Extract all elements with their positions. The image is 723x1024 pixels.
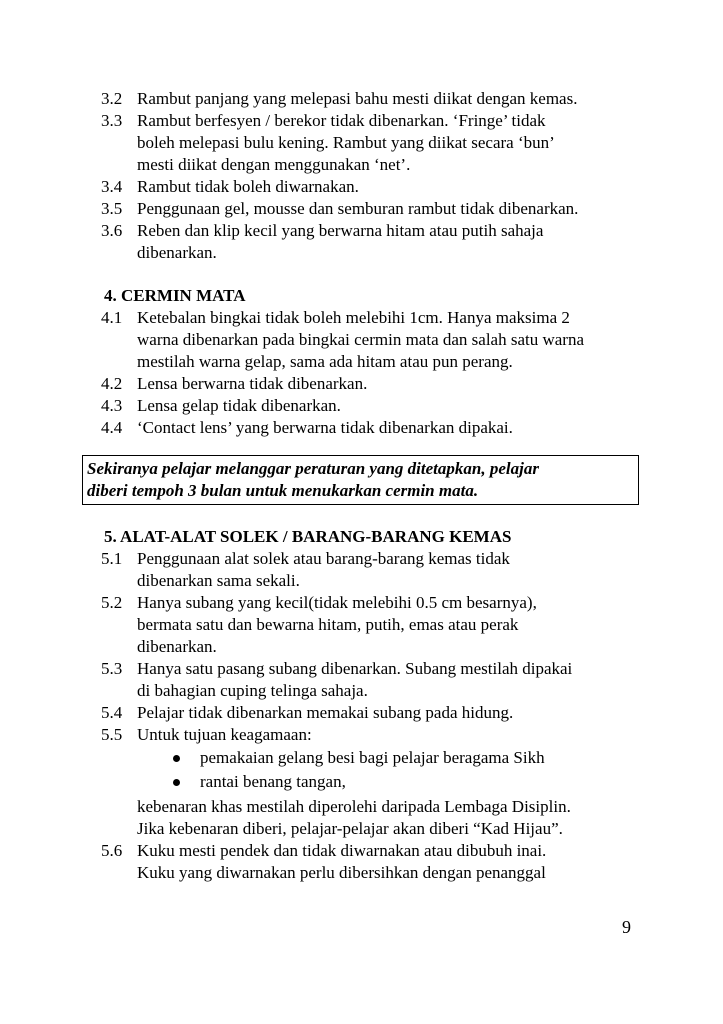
item-text: Rambut panjang yang melepasi bahu mesti diikat dengan kemas. (137, 89, 578, 108)
item-text: mestilah warna gelap, sama ada hitam atau pun perang. (137, 352, 513, 371)
item-number: 3.4 (101, 177, 123, 196)
item-text: Kuku mesti pendek dan tidak diwarnakan atau dibubuh inai. (137, 841, 547, 860)
item-text: Rambut tidak boleh diwarnakan. (137, 177, 359, 196)
item-text: warna dibenarkan pada bingkai cermin mata dan salah satu warna (137, 330, 585, 349)
item-text: bermata satu dan bewarna hitam, putih, emas atau perak (137, 615, 519, 634)
item-number: 5.1 (101, 549, 123, 568)
item-text: Lensa berwarna tidak dibenarkan. (137, 374, 368, 393)
item-number: 4.2 (101, 374, 123, 393)
item-text: dibenarkan. (137, 243, 217, 262)
bullet-text: pemakaian gelang besi bagi pelajar beragama Sikh (200, 748, 545, 767)
item-number: 4.1 (101, 308, 123, 327)
item-text: mesti diikat dengan menggunakan ‘net’. (137, 155, 411, 174)
item-text: Penggunaan gel, mousse dan semburan rambut tidak dibenarkan. (137, 199, 579, 218)
item-text: dibenarkan. (137, 637, 217, 656)
item-text: Lensa gelap tidak dibenarkan. (137, 396, 341, 415)
item-number: 3.2 (101, 89, 123, 108)
item-text: Ketebalan bingkai tidak boleh melebihi 1cm. Hanya maksima 2 (137, 308, 570, 327)
item-text: Reben dan klip kecil yang berwarna hitam atau putih sahaja (137, 221, 544, 240)
notice-text: Sekiranya pelajar melanggar peraturan yang ditetapkan, pelajar (87, 459, 539, 478)
item-number: 5.3 (101, 659, 123, 678)
item-text: kebenaran khas mestilah diperolehi daripada Lembaga Disiplin. (137, 797, 571, 816)
item-number: 3.3 (101, 111, 123, 130)
item-number: 5.5 (101, 725, 123, 744)
item-text: ‘Contact lens’ yang berwarna tidak dibenarkan dipakai. (137, 418, 513, 437)
bullet-icon (173, 779, 180, 786)
item-text: boleh melepasi bulu kening. Rambut yang diikat secara ‘bun’ (137, 133, 555, 152)
item-text: Hanya satu pasang subang dibenarkan. Subang mestilah dipakai (137, 659, 573, 678)
section-heading: 5. ALAT-ALAT SOLEK / BARANG-BARANG KEMAS (104, 527, 512, 546)
item-text: Untuk tujuan keagamaan: (137, 725, 312, 744)
item-text: dibenarkan sama sekali. (137, 571, 300, 590)
section-heading: 4. CERMIN MATA (104, 286, 246, 305)
item-text: Hanya subang yang kecil(tidak melebihi 0.5 cm besarnya), (137, 593, 537, 612)
page-number: 9 (622, 917, 631, 937)
item-number: 3.5 (101, 199, 123, 218)
item-text: di bahagian cuping telinga sahaja. (137, 681, 368, 700)
item-text: Pelajar tidak dibenarkan memakai subang pada hidung. (137, 703, 514, 722)
item-text: Penggunaan alat solek atau barang-barang kemas tidak (137, 549, 510, 568)
item-number: 5.4 (101, 703, 123, 722)
item-number: 4.4 (101, 418, 123, 437)
notice-text: diberi tempoh 3 bulan untuk menukarkan cermin mata. (87, 481, 479, 500)
item-number: 3.6 (101, 221, 123, 240)
item-number: 4.3 (101, 396, 123, 415)
item-number: 5.2 (101, 593, 123, 612)
item-text: Jika kebenaran diberi, pelajar-pelajar akan diberi “Kad Hijau”. (137, 819, 563, 838)
item-number: 5.6 (101, 841, 123, 860)
item-text: Kuku yang diwarnakan perlu dibersihkan dengan penanggal (137, 863, 546, 882)
item-text: Rambut berfesyen / berekor tidak dibenarkan. ‘Fringe’ tidak (137, 111, 546, 130)
bullet-text: rantai benang tangan, (200, 772, 346, 791)
bullet-icon (173, 755, 180, 762)
